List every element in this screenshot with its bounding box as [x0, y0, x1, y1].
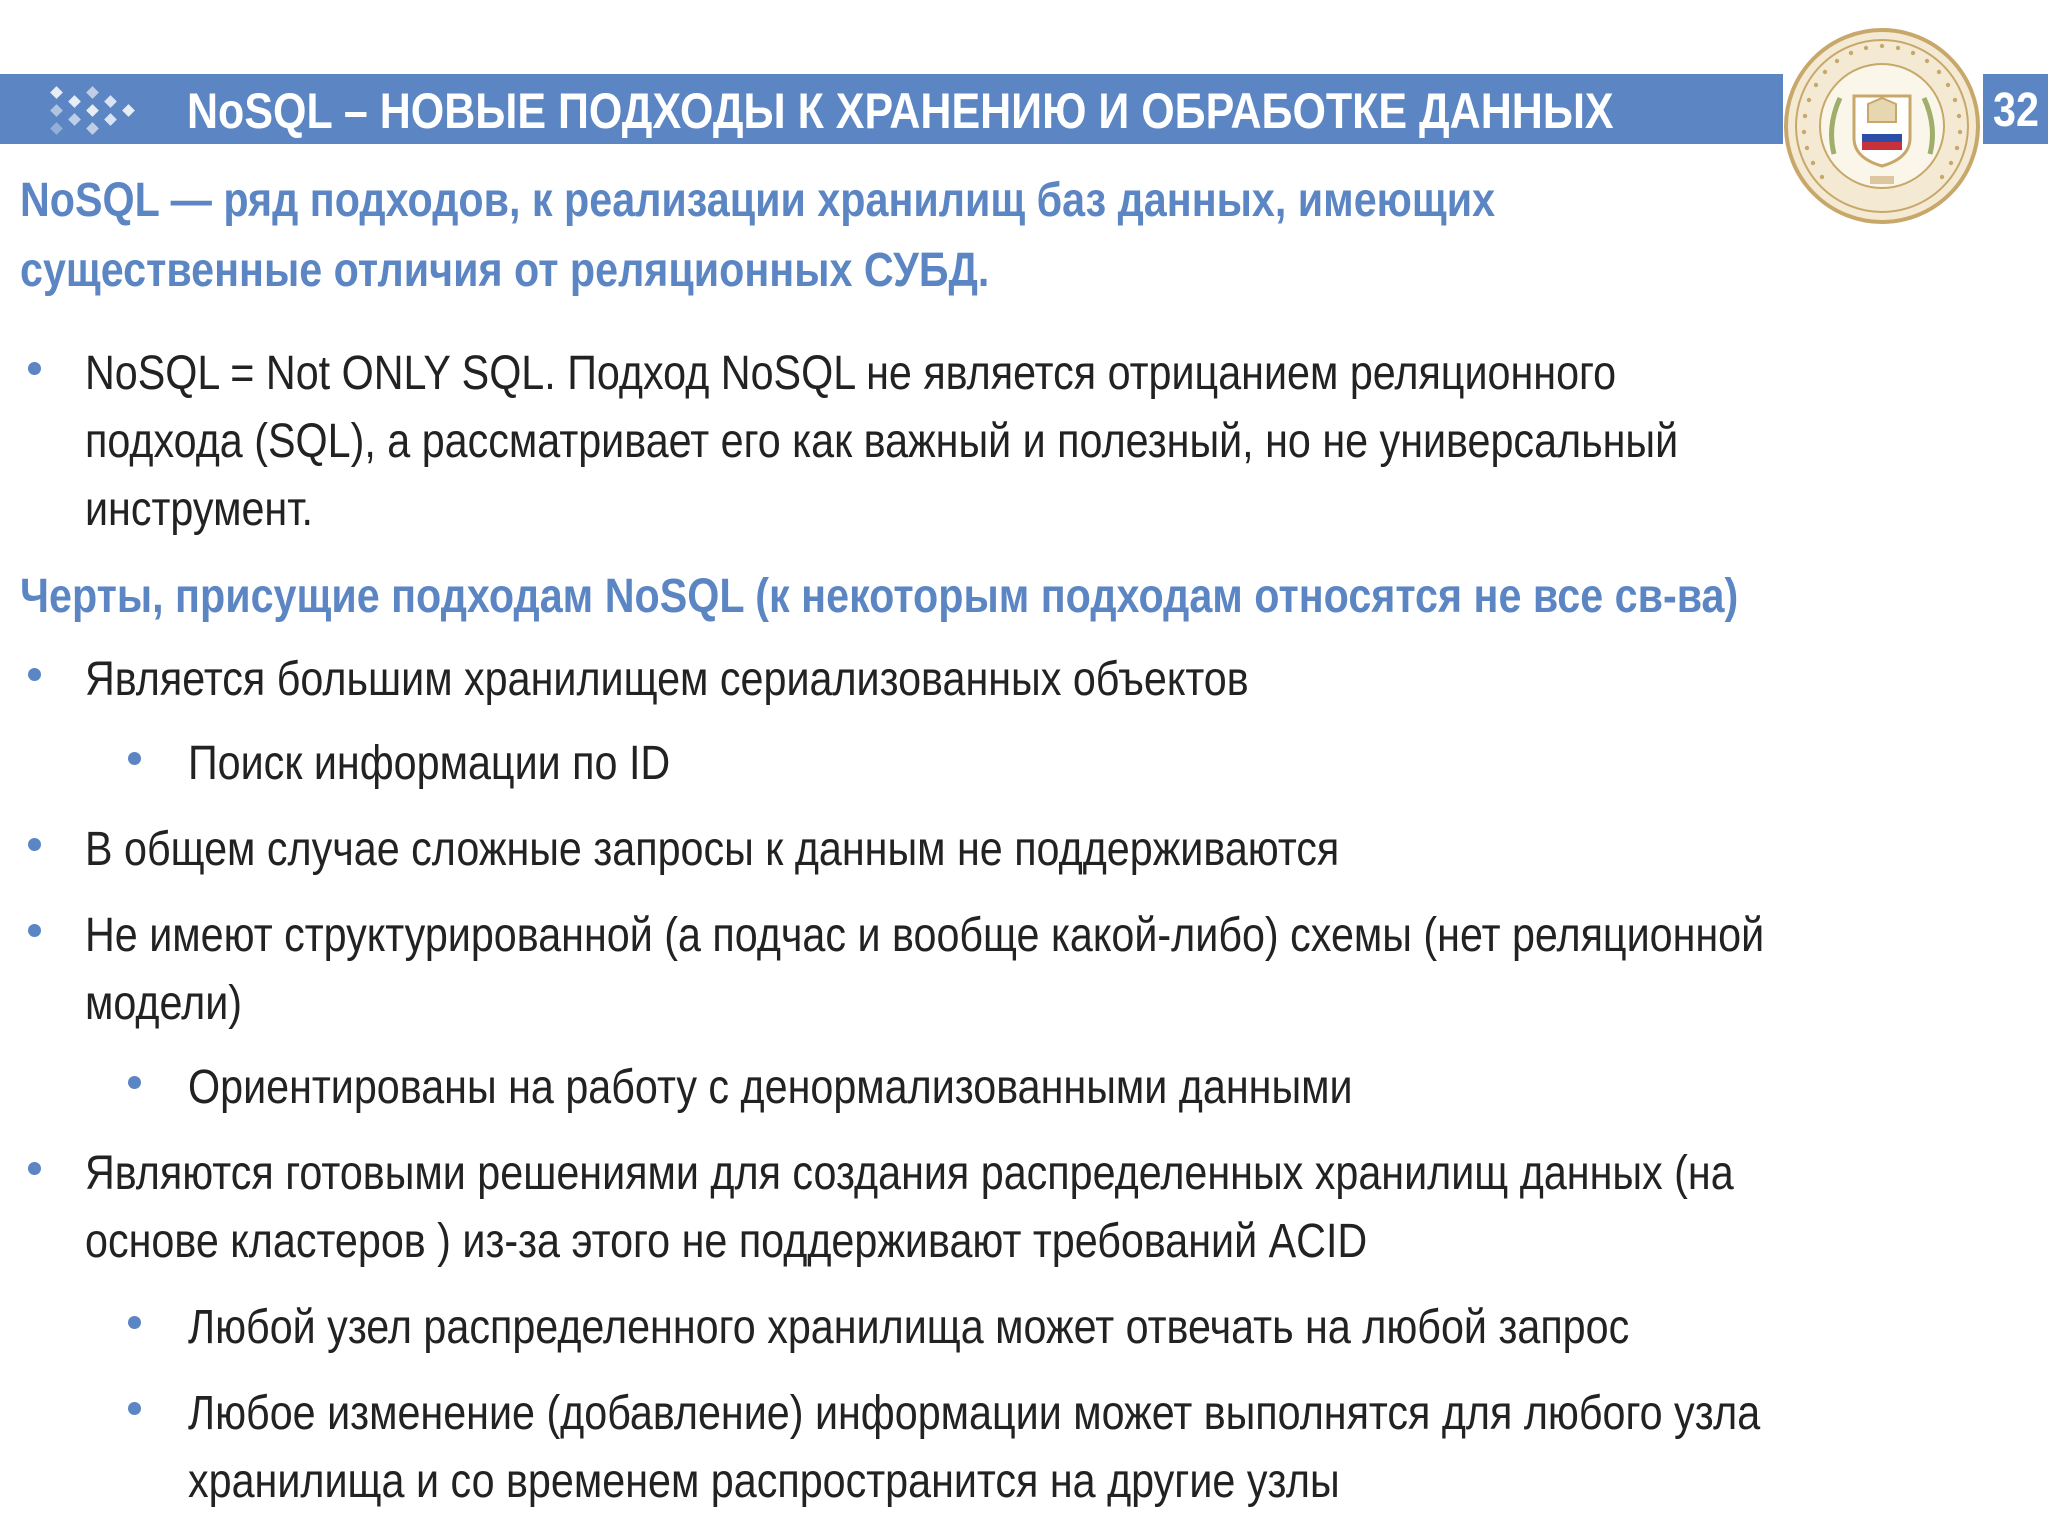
bullet-marker: [28, 1162, 41, 1175]
list-item-line: инструмент.: [85, 483, 314, 536]
list-item-line: NoSQL = Not ONLY SQL. Подход NoSQL не является отрицанием реляционного: [85, 347, 1617, 400]
list-item: Ориентированы на работу с денормализованными данными: [188, 1061, 1353, 1114]
definition-heading: [20, 166, 1495, 306]
sub-bullet-marker: [128, 752, 141, 765]
list-item: Не имеют структурированной (а подчас и вообще какой-либо) схемы (нет реляционной модели): [85, 909, 1765, 1030]
slide-title: NoSQL – НОВЫЕ ПОДХОДЫ К ХРАНЕНИЮ И ОБРАБОТКЕ ДАННЫХ: [187, 83, 1614, 139]
definition-line: существенные отличия от реляционных СУБД.: [20, 244, 990, 297]
features-heading: Черты, присущие подходам NoSQL (к некоторым подходам относятся не все св-ва): [20, 570, 1739, 623]
list-item-line: подхода (SQL), а рассматривает его как важный и полезный, но не универсальный: [85, 415, 1679, 468]
list-item: Являются готовыми решениями для создания распределенных хранилищ данных (на основе кластеров ) из-за этого не поддерживают требований ACID: [85, 1147, 1734, 1268]
sub-bullet-marker: [128, 1076, 141, 1089]
sub-bullet-marker: [128, 1402, 141, 1415]
definition-line: NoSQL — ряд подходов, к реализации хранилищ баз данных, имеющих: [20, 174, 1496, 227]
page-number: 32: [1993, 84, 2039, 137]
bullet-marker: [28, 668, 41, 681]
list-item: Является большим хранилищем сериализованных объектов: [85, 653, 1249, 706]
list-item: Поиск информации по ID: [188, 737, 671, 790]
sub-bullet-marker: [128, 1316, 141, 1329]
dots-pattern-icon: [48, 80, 148, 142]
bullet-marker: [28, 924, 41, 937]
bullet-marker: [28, 838, 41, 851]
bullet-marker: [28, 362, 41, 375]
list-item: Любое изменение (добавление) информации может выполнятся для любого узла хранилища и со временем распространится на другие узлы: [188, 1387, 1761, 1508]
intro-bullet: [85, 340, 1678, 544]
list-item: В общем случае сложные запросы к данным не поддерживаются: [85, 823, 1340, 876]
university-seal-logo: [1782, 26, 1982, 226]
list-item: Любой узел распределенного хранилища может отвечать на любой запрос: [188, 1301, 1630, 1354]
